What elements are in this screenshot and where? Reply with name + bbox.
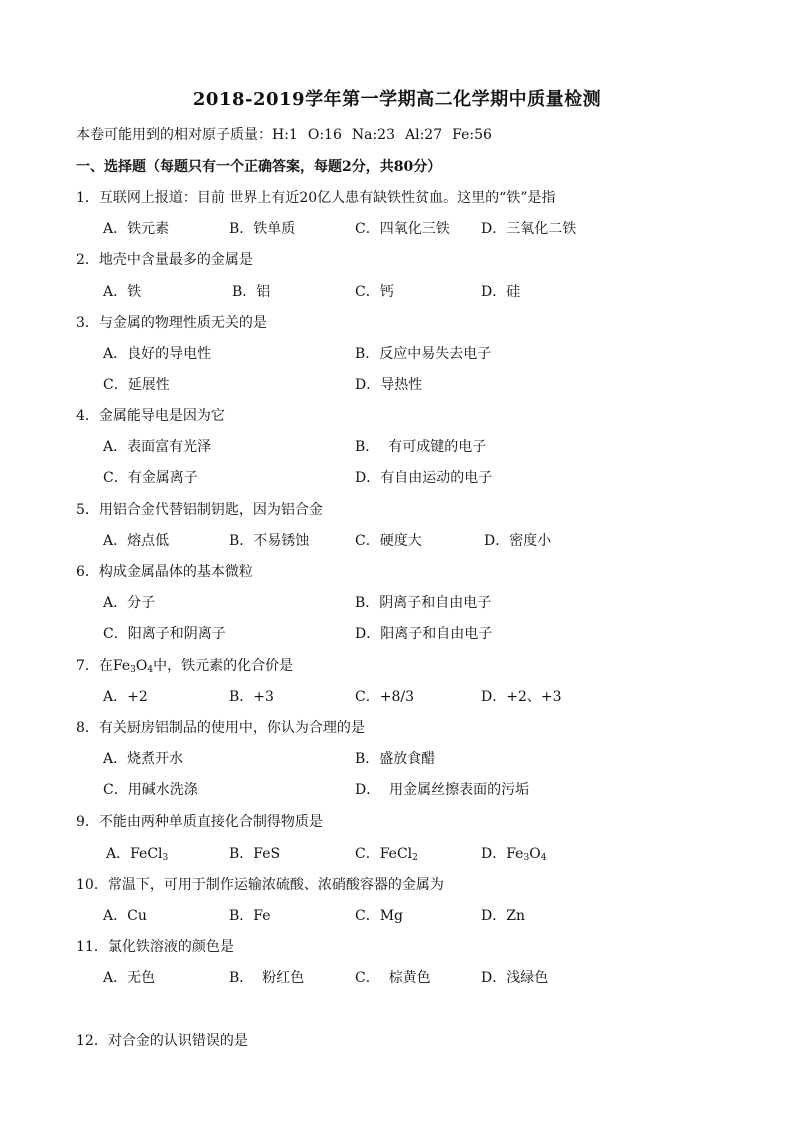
q1-option-a: A．铁元素 (103, 221, 170, 237)
q6-option-b: B．阴离子和自由电子 (355, 595, 492, 611)
q7-stem-sub1: 3 (130, 665, 136, 675)
q9-option-a-text: A．FeCl (106, 846, 163, 862)
q7-option-c: C．+8/3 (355, 689, 414, 705)
question-9-stem: 9．不能由两种单质直接化合制得物质是 (76, 814, 323, 830)
q9-option-d (481, 843, 546, 863)
q11-option-b: B． 粉红色 (229, 970, 305, 986)
question-7-stem (76, 655, 293, 675)
q7-option-b: B．+3 (229, 689, 274, 705)
question-5-stem: 5．用铝合金代替铝制钥匙，因为铝合金 (76, 502, 323, 518)
q3-option-c: C．延展性 (103, 377, 170, 393)
question-12-stem: 12．对合金的认识错误的是 (76, 1033, 248, 1049)
question-3-stem: 3．与金属的物理性质无关的是 (76, 315, 267, 331)
question-6-stem: 6．构成金属晶体的基本微粒 (76, 564, 253, 580)
q5-option-d: D．密度小 (484, 533, 552, 549)
q8-option-a: A．烧煮开水 (103, 751, 184, 767)
q9-option-d-sub1: 3 (523, 853, 530, 863)
q10-option-d: D．Zn (481, 908, 525, 924)
q6-option-c: C．阳离子和阴离子 (103, 626, 226, 642)
q7-stem-sub2: 4 (147, 665, 154, 675)
q2-option-a: A．铁 (103, 284, 142, 300)
atomic-mass-al: Al:27 (405, 127, 443, 143)
q4-option-b: B． 有可成键的电子 (355, 439, 487, 455)
q10-option-c: C．Mg (355, 908, 404, 924)
q8-option-b: B．盛放食醋 (355, 751, 436, 767)
q4-option-c: C．有金属离子 (103, 470, 198, 486)
q7-option-d: D．+2、+3 (481, 689, 562, 705)
question-10-stem: 10．常温下，可用于制作运输浓硫酸、浓硝酸容器的金属为 (76, 877, 444, 893)
q8-option-d: D． 用金属丝擦表面的污垢 (355, 782, 530, 798)
question-11-stem: 11．氯化铁溶液的颜色是 (76, 939, 234, 955)
q1-option-b: B．铁单质 (229, 221, 296, 237)
q9-option-c-sub: 2 (412, 853, 418, 863)
section-heading: 一、选择题（每题只有一个正确答案，每题2分，共80分） (76, 159, 442, 175)
atomic-mass-o: O:16 (307, 127, 342, 143)
q9-option-b-text: B．FeS (229, 846, 281, 862)
atomic-mass-h: H:1 (272, 127, 298, 143)
q9-option-c (355, 843, 418, 863)
q1-option-d: D．三氧化二铁 (481, 221, 577, 237)
question-2-stem: 2．地壳中含量最多的金属是 (76, 252, 253, 268)
q10-option-a: A．Cu (103, 908, 147, 924)
q5-option-a: A．熔点低 (103, 533, 170, 549)
q1-option-c: C．四氧化三铁 (355, 221, 450, 237)
question-8-stem: 8．有关厨房铝制品的使用中，你认为合理的是 (76, 720, 365, 736)
q9-option-a-sub: 3 (162, 853, 169, 863)
q3-option-d: D．导热性 (355, 377, 423, 393)
q2-option-b: B．铝 (232, 284, 271, 300)
q5-option-b: B．不易锈蚀 (229, 533, 310, 549)
q7-stem-post: 中，铁元素的化合价是 (153, 658, 294, 674)
q9-option-d-mid: O (529, 846, 541, 862)
q11-option-a: A．无色 (103, 970, 156, 986)
q4-option-a: A．表面富有光泽 (103, 439, 212, 455)
atomic-mass-na: Na:23 (351, 127, 395, 143)
q5-option-c: C．硬度大 (355, 533, 422, 549)
q9-option-d-text: D．Fe (481, 846, 524, 862)
q8-option-c: C．用碱水洗涤 (103, 782, 198, 798)
q7-option-a: A．+2 (103, 689, 148, 705)
q7-stem-mid: O (135, 658, 148, 674)
q2-option-d: D．硅 (481, 284, 521, 300)
q2-option-c: C．钙 (355, 284, 394, 300)
q6-option-d: D．阳离子和自由电子 (355, 626, 493, 642)
q3-option-b: B．反应中易失去电子 (355, 346, 492, 362)
q9-option-b (229, 843, 280, 863)
q6-option-a: A．分子 (103, 595, 156, 611)
q10-option-b: B．Fe (229, 908, 271, 924)
q11-option-d: D．浅绿色 (481, 970, 549, 986)
q4-option-d: D．有自由运动的电子 (355, 470, 493, 486)
exam-title: 2018-2019学年第一学期高二化学期中质量检测 (192, 89, 602, 110)
q7-stem-pre: 7．在Fe (76, 658, 131, 674)
q11-option-c: C． 棕黄色 (355, 970, 431, 986)
atomic-mass-line (76, 124, 492, 144)
q9-option-a (106, 843, 168, 863)
q9-option-d-sub2: 4 (540, 853, 547, 863)
atomic-mass-fe: Fe:56 (452, 127, 492, 143)
question-4-stem: 4．金属能导电是因为它 (76, 408, 225, 424)
question-1-stem: 1．互联网上报道：目前 世界上有近20亿人患有缺铁性贫血。这里的“铁”是指 (76, 190, 556, 206)
atomic-mass-label: 本卷可能用到的相对原子质量： (76, 127, 272, 143)
q3-option-a: A．良好的导电性 (103, 346, 212, 362)
q9-option-c-text: C．FeCl (355, 846, 413, 862)
